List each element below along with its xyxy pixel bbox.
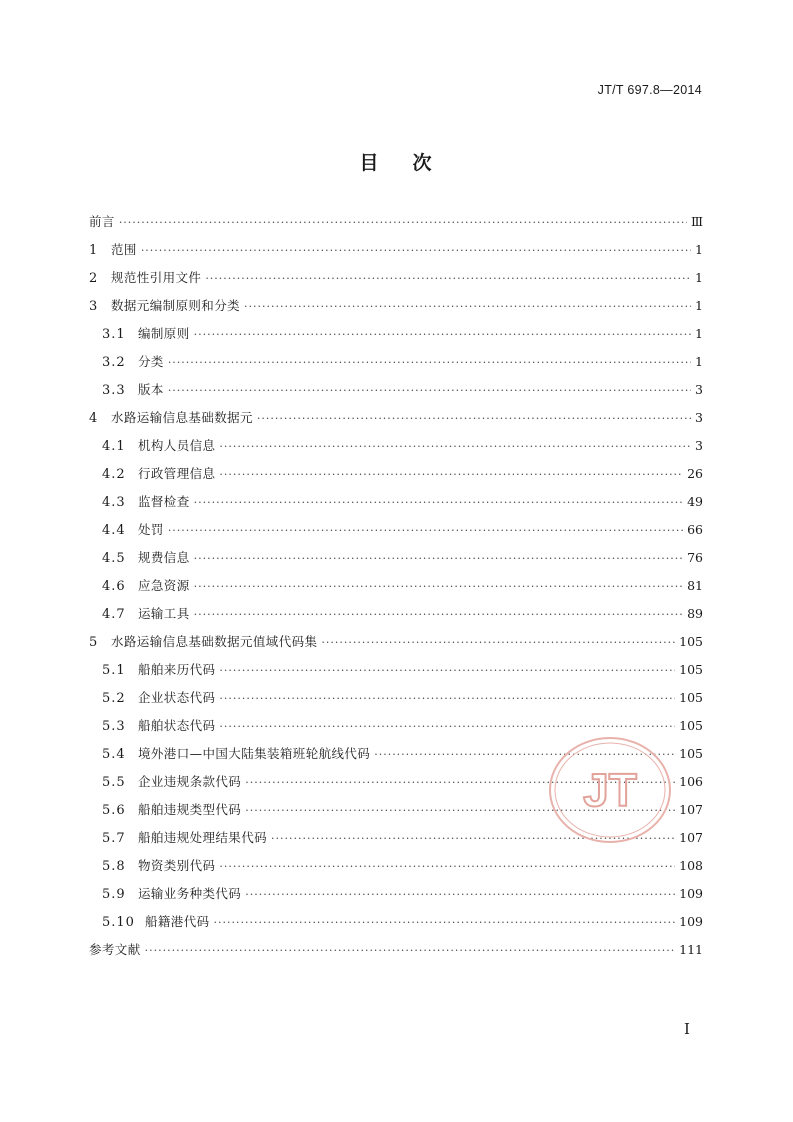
toc-entry[interactable] (89, 628, 703, 656)
toc-entry-number: 5.10 (102, 915, 135, 930)
toc-entry-page: 107 (679, 802, 703, 817)
page-title (0, 148, 793, 175)
toc-entry-number: 3.1 (102, 327, 126, 342)
toc-entry-page: 1 (695, 270, 703, 285)
toc-entry-label: 境外港口—中国大陆集装箱班轮航线代码 (138, 746, 371, 761)
page-number: I (684, 1020, 690, 1038)
toc-entry-label: 运输工具 (138, 606, 190, 621)
toc-entry-page: 109 (679, 886, 703, 901)
toc-entry-label: 规范性引用文件 (111, 270, 202, 285)
toc-entry-label: 企业状态代码 (138, 690, 216, 705)
toc-entry-number: 4 (89, 411, 99, 426)
toc-entry-page: 1 (695, 298, 703, 313)
toc-entry-page: 105 (679, 718, 703, 733)
toc-entry-number: 5.4 (102, 747, 126, 762)
toc-entry-label: 规费信息 (138, 550, 190, 565)
dot-leader (214, 909, 676, 937)
toc-entry-page: 105 (679, 662, 703, 677)
toc-entry-label: 物资类别代码 (138, 858, 216, 873)
toc-entry-number: 5.6 (102, 803, 126, 818)
toc-entry-number: 4.5 (102, 551, 126, 566)
dot-leader (219, 853, 675, 881)
toc-entry-number: 5.7 (102, 831, 126, 846)
toc-entry[interactable] (89, 908, 703, 936)
title-part-1: 目 (359, 152, 381, 174)
toc-entry[interactable] (89, 572, 703, 600)
jt-watermark-stamp (548, 736, 672, 844)
toc-entry-number: 1 (89, 243, 99, 258)
toc-entry-number: 5.2 (102, 691, 126, 706)
title-part-2: 次 (412, 152, 434, 174)
toc-entry-number: 3.2 (102, 355, 126, 370)
toc-entry-number: 5 (89, 635, 99, 650)
toc-entry-page: 3 (695, 410, 703, 425)
toc-entry-page: 3 (695, 438, 703, 453)
stamp-lettering: JT (583, 764, 637, 816)
toc-entry-number: 5.9 (102, 887, 126, 902)
dot-leader (205, 265, 691, 293)
toc-entry[interactable] (89, 460, 703, 488)
dot-leader (194, 545, 683, 573)
toc-entry[interactable] (89, 404, 703, 432)
toc-entry-page: 105 (679, 634, 703, 649)
toc-entry-label: 数据元编制原则和分类 (111, 298, 241, 313)
toc-entry-number: 4.2 (102, 467, 126, 482)
toc-entry-label: 机构人员信息 (138, 438, 216, 453)
toc-entry[interactable] (89, 208, 703, 236)
dot-leader (219, 461, 683, 489)
toc-entry-page: 76 (687, 550, 703, 565)
toc-entry[interactable] (89, 376, 703, 404)
toc-entry-label: 前言 (89, 214, 115, 229)
dot-leader (194, 601, 683, 629)
dot-leader (321, 629, 675, 657)
toc-entry-label: 船舶违规类型代码 (138, 802, 242, 817)
dot-leader (219, 433, 691, 461)
toc-entry-label: 编制原则 (138, 326, 190, 341)
toc-entry-label: 行政管理信息 (138, 466, 216, 481)
toc-entry[interactable] (89, 600, 703, 628)
toc-entry-page: 107 (679, 830, 703, 845)
toc-entry-label: 版本 (138, 382, 164, 397)
toc-entry-page: 66 (687, 522, 703, 537)
toc-entry-label: 船舶状态代码 (138, 718, 216, 733)
toc-entry-page: 1 (695, 242, 703, 257)
toc-entry-number: 4.3 (102, 495, 126, 510)
toc-entry-number: 5.3 (102, 719, 126, 734)
toc-entry-page: 106 (679, 774, 703, 789)
toc-entry[interactable] (89, 544, 703, 572)
toc-entry-label: 船籍港代码 (145, 914, 210, 929)
toc-entry[interactable] (89, 684, 703, 712)
toc-entry-number: 5.1 (102, 663, 126, 678)
toc-entry-page: 81 (687, 578, 703, 593)
toc-entry[interactable] (89, 880, 703, 908)
toc-entry-number: 5.5 (102, 775, 126, 790)
dot-leader (257, 405, 691, 433)
toc-entry-page: 49 (687, 494, 703, 509)
dot-leader (168, 377, 691, 405)
table-of-contents (89, 208, 703, 964)
toc-entry[interactable] (89, 656, 703, 684)
dot-leader (168, 517, 683, 545)
dot-leader (245, 881, 675, 909)
toc-entry-page: 3 (695, 382, 703, 397)
toc-entry-label: 监督检查 (138, 494, 190, 509)
toc-entry-number: 4.4 (102, 523, 126, 538)
toc-entry-page: 105 (679, 690, 703, 705)
toc-entry[interactable] (89, 320, 703, 348)
dot-leader (145, 937, 676, 965)
toc-entry-page: 108 (679, 858, 703, 873)
toc-entry-number: 3.3 (102, 383, 126, 398)
toc-entry[interactable] (89, 516, 703, 544)
dot-leader (219, 685, 675, 713)
toc-entry-number: 5.8 (102, 859, 126, 874)
toc-entry-label: 水路运输信息基础数据元 (111, 410, 253, 425)
toc-entry-page: 109 (679, 914, 703, 929)
toc-entry-page: 105 (679, 746, 703, 761)
toc-entry-number: 4.6 (102, 579, 126, 594)
toc-entry[interactable] (89, 852, 703, 880)
standard-code: JT/T 697.8—2014 (597, 83, 702, 97)
toc-entry[interactable] (89, 432, 703, 460)
toc-entry-label: 分类 (138, 354, 164, 369)
toc-entry[interactable] (89, 488, 703, 516)
toc-entry-page: 1 (695, 354, 703, 369)
toc-entry[interactable] (89, 348, 703, 376)
dot-leader (119, 209, 687, 237)
dot-leader (194, 489, 683, 517)
toc-entry-number: 4.7 (102, 607, 126, 622)
dot-leader (168, 349, 691, 377)
toc-entry-number: 2 (89, 271, 99, 286)
dot-leader (141, 237, 691, 265)
toc-entry-label: 参考文献 (89, 942, 141, 957)
toc-entry-label: 企业违规条款代码 (138, 774, 242, 789)
toc-entry-page: 89 (687, 606, 703, 621)
toc-entry-page: 26 (687, 466, 703, 481)
toc-entry-label: 运输业务种类代码 (138, 886, 242, 901)
toc-entry[interactable] (89, 292, 703, 320)
toc-entry-page: Ⅲ (690, 214, 703, 229)
dot-leader (244, 293, 691, 321)
toc-entry-number: 4.1 (102, 439, 126, 454)
toc-entry-page: 111 (679, 942, 703, 957)
toc-entry-label: 处罚 (138, 522, 164, 537)
toc-entry-number: 3 (89, 299, 99, 314)
toc-entry-label: 船舶违规处理结果代码 (138, 830, 268, 845)
dot-leader (219, 657, 675, 685)
toc-entry-page: 1 (695, 326, 703, 341)
toc-entry-label: 船舶来历代码 (138, 662, 216, 677)
toc-entry[interactable] (89, 936, 703, 964)
dot-leader (194, 573, 683, 601)
toc-entry-label: 应急资源 (138, 578, 190, 593)
dot-leader (194, 321, 691, 349)
toc-entry-label: 范围 (111, 242, 137, 257)
toc-entry-label: 水路运输信息基础数据元值域代码集 (111, 634, 318, 649)
toc-entry[interactable] (89, 264, 703, 292)
toc-entry[interactable] (89, 236, 703, 264)
